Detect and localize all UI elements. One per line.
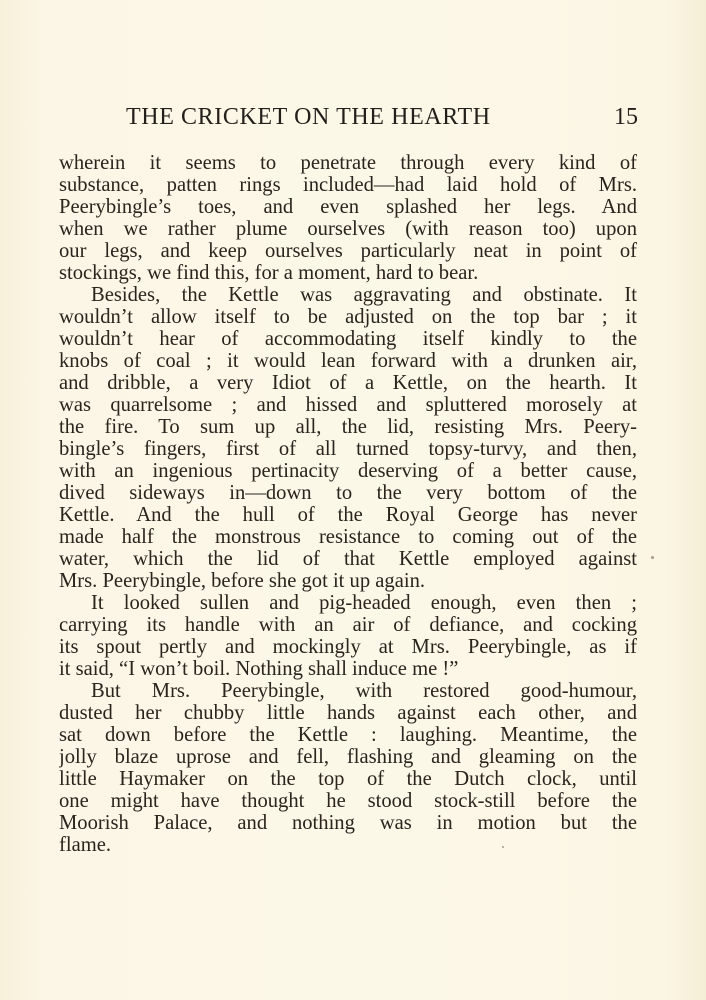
text-line: made half the monstrous resistance to coming out of the bbox=[59, 526, 637, 548]
text-line: wouldn’t hear of accommodating itself kindly to the bbox=[59, 328, 637, 350]
text-line: Moorish Palace, and nothing was in motion but the bbox=[59, 812, 637, 834]
text-line: Mrs. Peerybingle, before she got it up again. bbox=[59, 570, 426, 592]
text-line: it said, “I won’t boil. Nothing shall induce me !” bbox=[59, 658, 459, 680]
text-line: Besides, the Kettle was aggravating and obstinate. It bbox=[91, 284, 637, 306]
text-line: one might have thought he stood stock-still before the bbox=[59, 790, 637, 812]
paper-speck bbox=[651, 556, 654, 559]
text-line: sat down before the Kettle : laughing. Meantime, the bbox=[59, 724, 637, 746]
text-line: knobs of coal ; it would lean forward with a drunken air, bbox=[59, 350, 637, 372]
text-line: flame. bbox=[59, 834, 112, 856]
text-line: little Haymaker on the top of the Dutch clock, until bbox=[59, 768, 637, 790]
text-line: our legs, and keep ourselves particularly neat in point of bbox=[59, 240, 637, 262]
text-line: and dribble, a very Idiot of a Kettle, on the hearth. It bbox=[59, 372, 637, 394]
text-line: Peerybingle’s toes, and even splashed her legs. And bbox=[59, 196, 637, 218]
text-line: was quarrelsome ; and hissed and spluttered morosely at bbox=[59, 394, 637, 416]
body-text bbox=[59, 152, 637, 856]
text-line: substance, patten rings included—had laid hold of Mrs. bbox=[59, 174, 637, 196]
text-line: its spout pertly and mockingly at Mrs. Peerybingle, as if bbox=[59, 636, 637, 658]
text-line: the fire. To sum up all, the lid, resisting Mrs. Peery- bbox=[59, 416, 637, 438]
running-header bbox=[126, 104, 638, 136]
text-line: bingle’s fingers, first of all turned topsy-turvy, and then, bbox=[59, 438, 637, 460]
text-line: But Mrs. Peerybingle, with restored good-humour, bbox=[91, 680, 637, 702]
text-line: Kettle. And the hull of the Royal George has never bbox=[59, 504, 637, 526]
text-line: with an ingenious pertinacity deserving of a better cause, bbox=[59, 460, 637, 482]
text-line: wouldn’t allow itself to be adjusted on the top bar ; it bbox=[59, 306, 637, 328]
text-line: carrying its handle with an air of defiance, and cocking bbox=[59, 614, 637, 636]
text-line: stockings, we find this, for a moment, hard to bear. bbox=[59, 262, 479, 284]
text-line: dived sideways in—down to the very bottom of the bbox=[59, 482, 637, 504]
text-line: dusted her chubby little hands against each other, and bbox=[59, 702, 637, 724]
page-number: 15 bbox=[614, 104, 638, 130]
text-line: when we rather plume ourselves (with reason too) upon bbox=[59, 218, 637, 240]
text-line: jolly blaze uprose and fell, flashing and gleaming on the bbox=[59, 746, 637, 768]
text-line: It looked sullen and pig-headed enough, even then ; bbox=[91, 592, 637, 614]
paper-speck bbox=[502, 846, 504, 848]
text-line: wherein it seems to penetrate through every kind of bbox=[59, 152, 637, 174]
text-line: water, which the lid of that Kettle employed against bbox=[59, 548, 637, 570]
running-title: THE CRICKET ON THE HEARTH bbox=[126, 104, 491, 130]
